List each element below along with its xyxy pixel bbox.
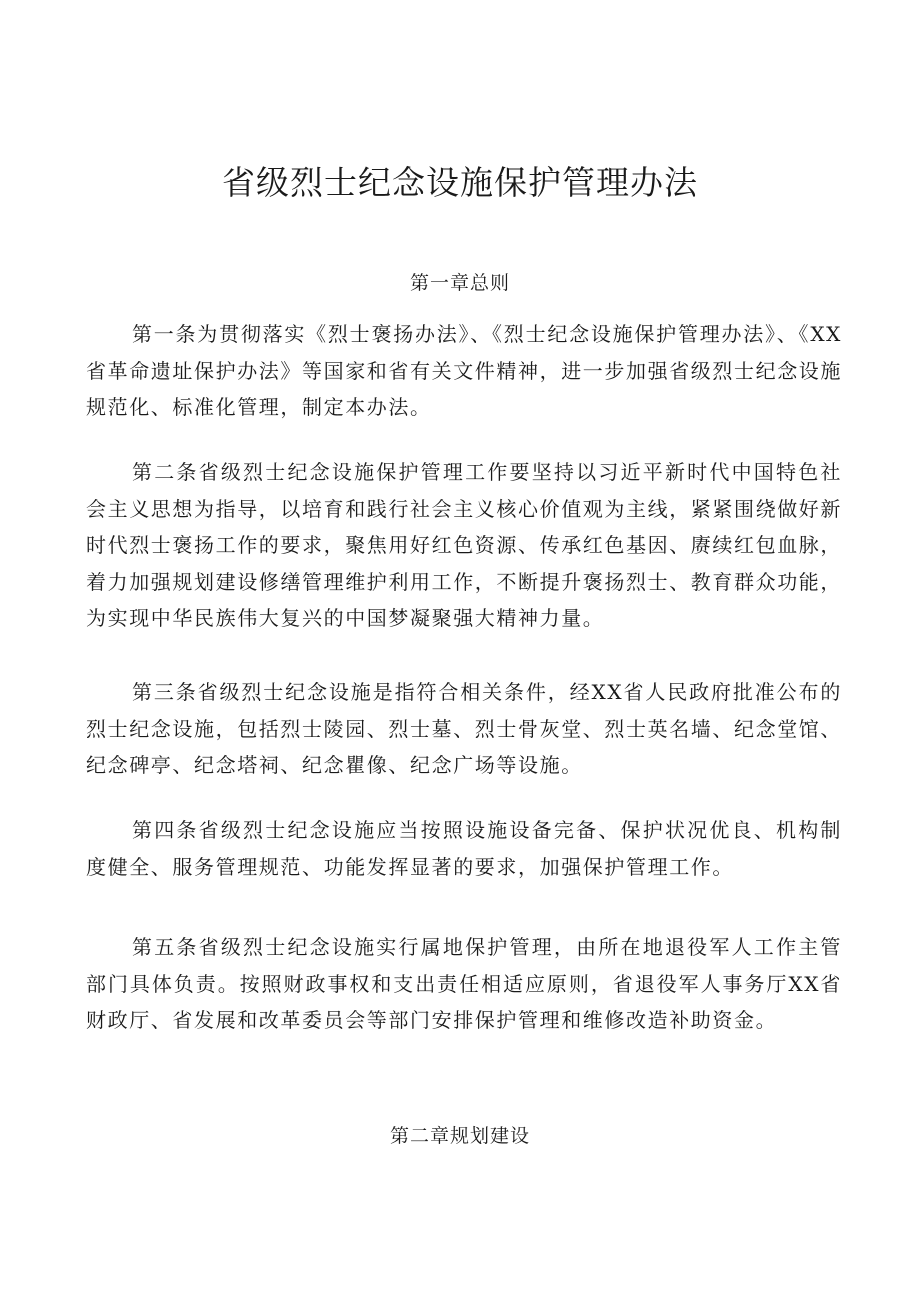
article-3: 第三条省级烈士纪念设施是指符合相关条件，经XX省人民政府批准公布的烈士纪念设施，包括烈士陵园、烈士墓、烈士骨灰堂、烈士英名墙、纪念堂馆、纪念碑亭、纪念塔祠、纪念瞿像、纪念广场等设施。 [86, 680, 842, 777]
chapter-heading-2: 第二章规划建设 [389, 1125, 530, 1147]
article-4: 第四条省级烈士纪念设施应当按照设施设备完备、保护状况优良、机构制度健全、服务管理规范、功能发挥显著的要求，加强保护管理工作。 [86, 818, 842, 879]
document-title: 省级烈士纪念设施保护管理办法 [222, 163, 698, 202]
article-2: 第二条省级烈士纪念设施保护管理工作要坚持以习近平新时代中国特色社会主义思想为指导，以培育和践行社会主义核心价值观为主线，紧紧围绕做好新时代烈士褒扬工作的要求，聚焦用好红色资源、传承红色基因、赓续红包血脉，着力加强规划建设修缮管理维护利用工作，不断提升褒扬烈士、教育群众功能，为实现中华民族伟大复兴的中国梦凝聚强大精神力量。 [86, 460, 842, 630]
article-1: 第一条为贯彻落实《烈士褒扬办法》、《烈士纪念设施保护管理办法》、《XX省革命遗址保护办法》等国家和省有关文件精神，进一步加强省级烈士纪念设施规范化、标准化管理，制定本办法。 [86, 322, 842, 419]
article-5: 第五条省级烈士纪念设施实行属地保护管理，由所在地退役军人工作主管部门具体负责。按照财政事权和支出责任相适应原则，省退役军人事务厅XX省财政厅、省发展和改革委员会等部门安排保护管理和维修改造补助资金。 [86, 935, 842, 1032]
chapter-heading-1: 第一章总则 [409, 272, 510, 294]
